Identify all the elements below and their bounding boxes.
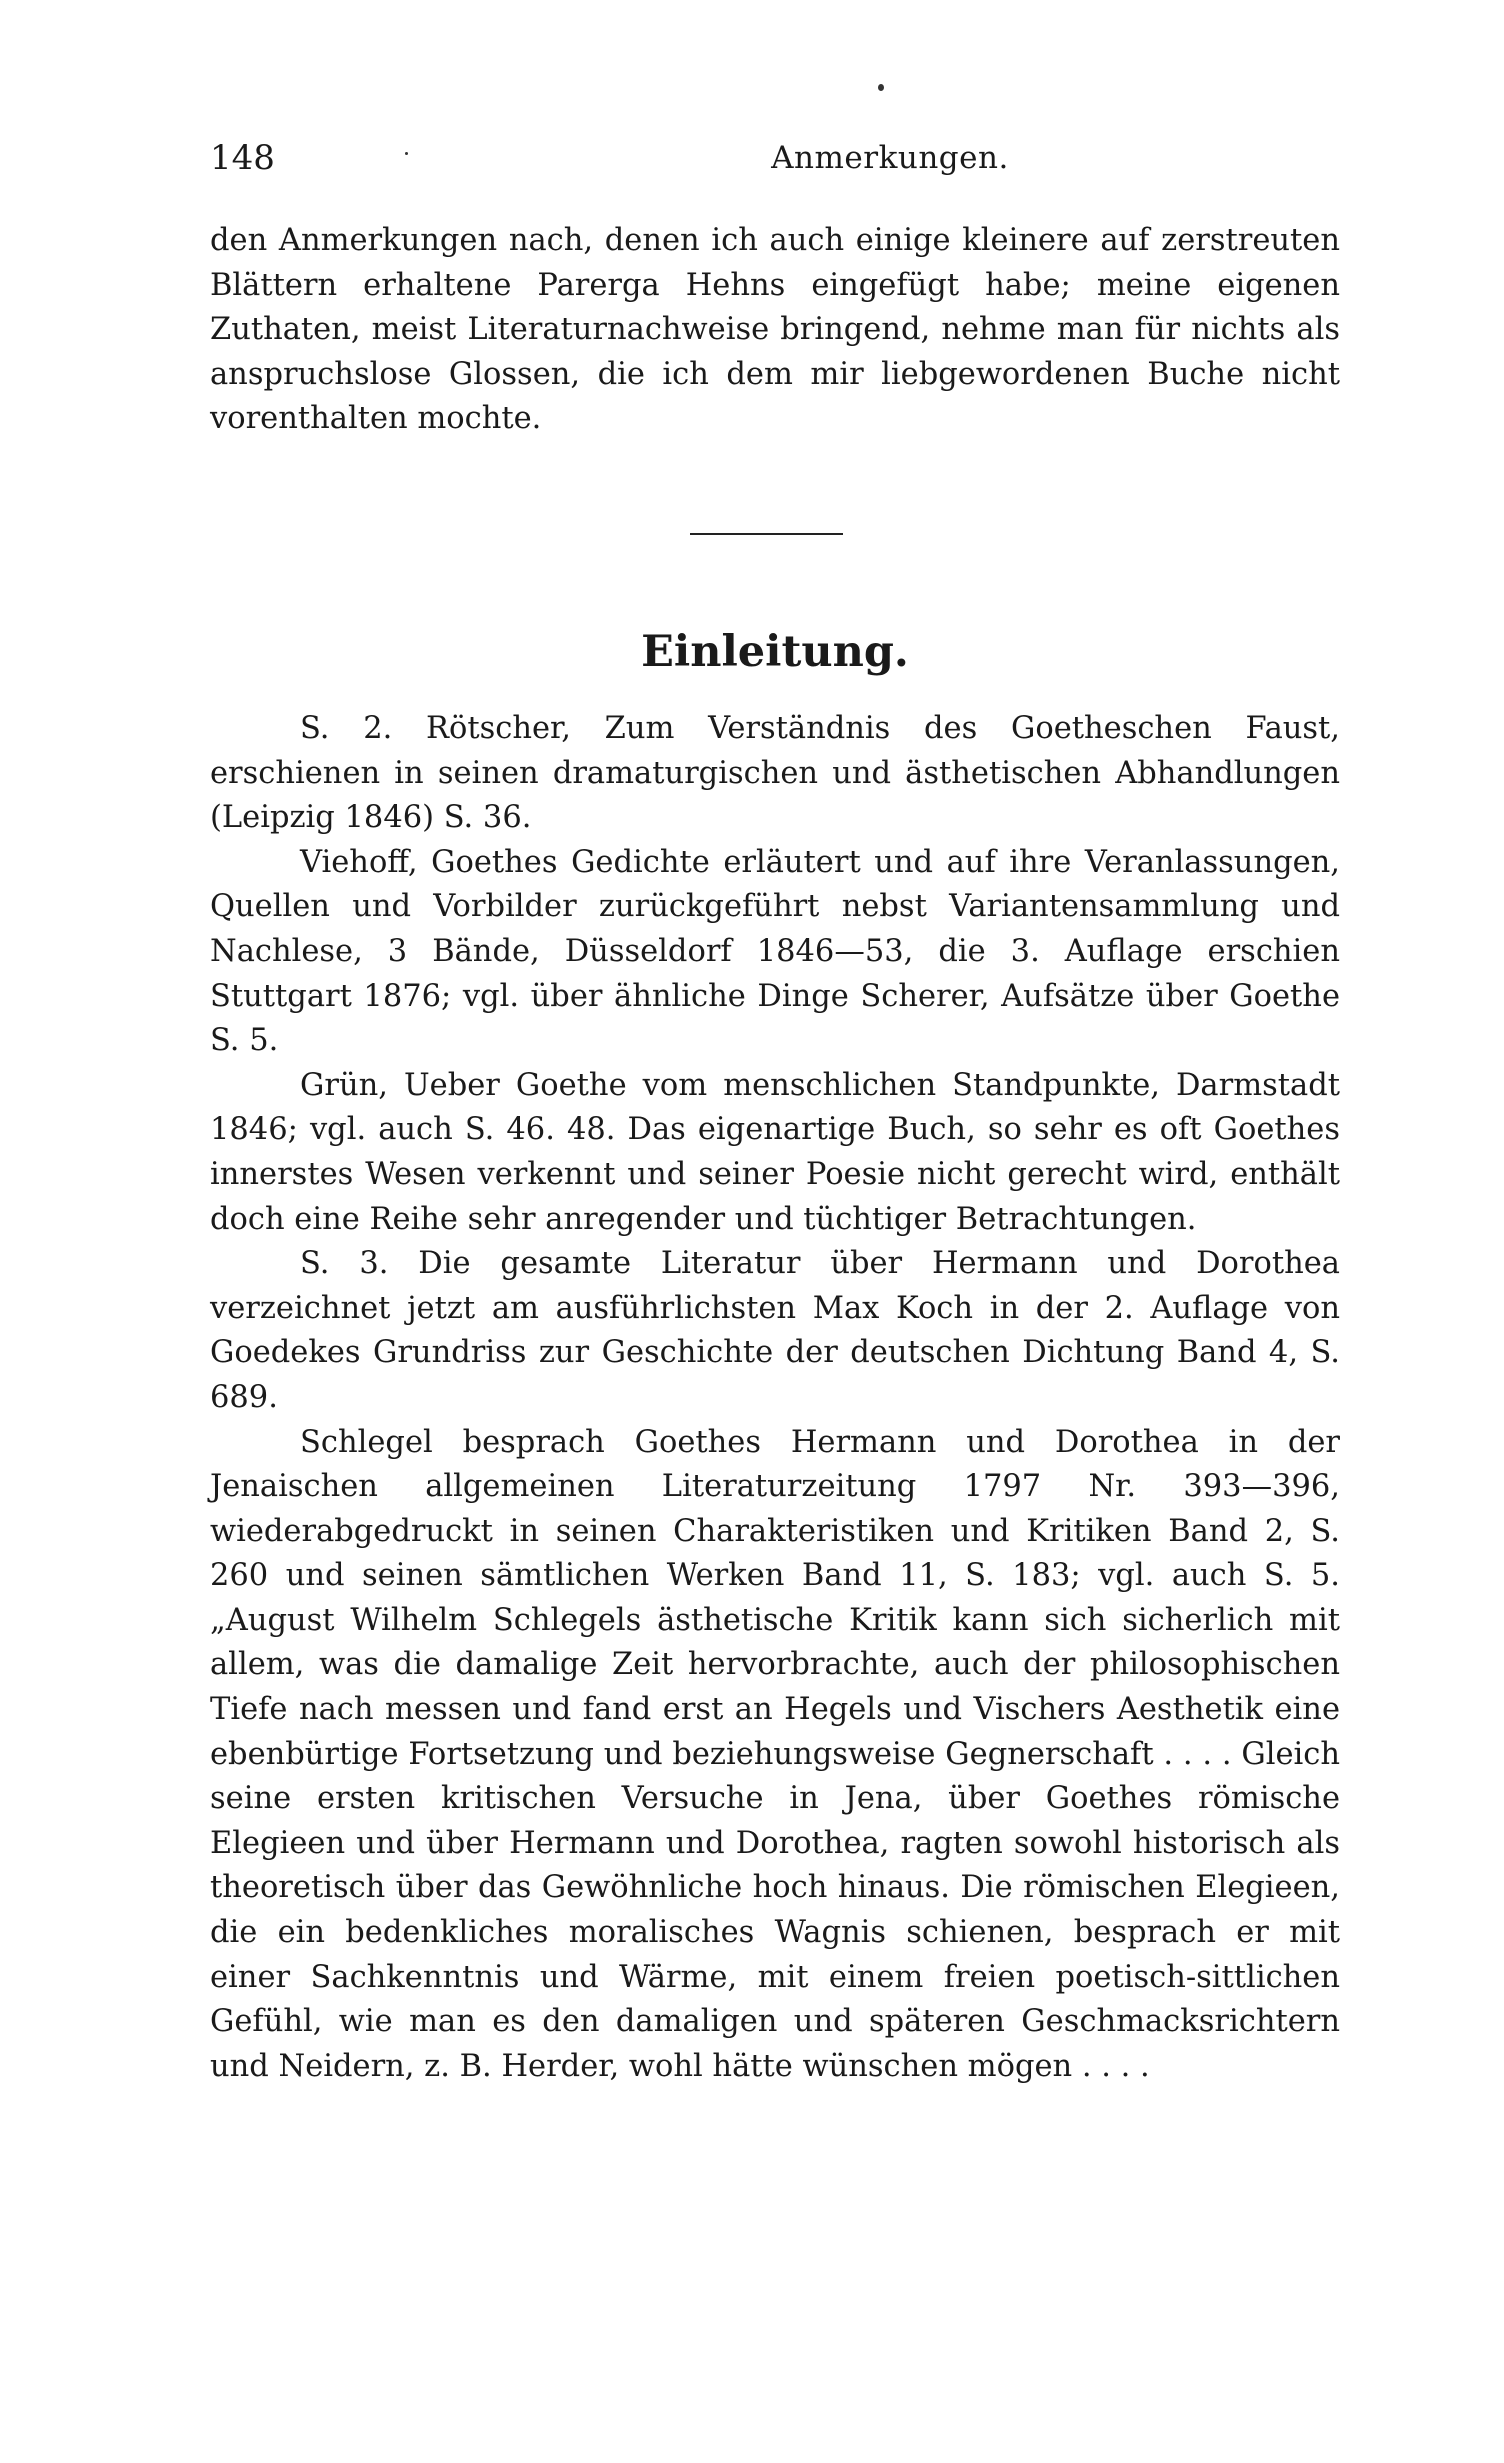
- intro-text: [210, 219, 1340, 442]
- note-paragraph: S. 3. Die gesamte Literatur über Hermann und Dorothea verzeichnet jetzt am ausführlichsten Max Koch in der 2. Auflage von Goedekes Grundriss zur Geschichte der deutschen Dichtung Band 4, S. 689.: [210, 1246, 1340, 1415]
- section-separator-rule: [690, 533, 843, 535]
- page-number: 148: [210, 138, 275, 178]
- section-title: Einleitung.: [641, 627, 909, 677]
- note-paragraph: Viehoff, Goethes Gedichte erläutert und auf ihre Veranlassungen, Quellen und Vorbilder zurückgeführt nebst Variantensammlung und Nachlese, 3 Bände, Düsseldorf 1846—53, die 3. Auflage erschien Stuttgart 1876; vgl. über ähnliche Dinge Scherer, Aufsätze über Goethe S. 5.: [210, 844, 1340, 1059]
- note-paragraph: Schlegel besprach Goethes Hermann und Dorothea in der Jenaischen allgemeinen Literaturzeitung 1797 Nr. 393—396, wiederabgedruckt in seinen Charakteristiken und Kritiken Band 2, S. 260 und seinen sämtlichen Werken Band 11, S. 183; vgl. auch S. 5. „August Wilhelm Schlegels ästhetische Kritik kann sich sicherlich mit allem, was die damalige Zeit hervorbrachte, auch der philosophischen Tiefe nach messen und fand erst an Hegels und Vischers Aesthetik eine ebenbürtige Fortsetzung und beziehungsweise Gegnerschaft . . . . Gleich seine ersten kritischen Versuche in Jena, über Goethes römische Elegieen und über Hermann und Dorothea, ragten sowohl historisch als theoretisch über das Gewöhnliche hoch hinaus. Die römischen Elegieen, die ein bedenkliches moralisches Wagnis schienen, besprach er mit einer Sachkenntnis und Wärme, mit einem freien poetisch-sittlichen Gefühl, wie man es den damaligen und späteren Geschmacksrichtern und Neidern, z. B. Herder, wohl hätte wünschen mögen . . . .: [210, 1424, 1340, 2084]
- notes-body: [210, 707, 1340, 2089]
- running-title: Anmerkungen.: [771, 140, 1009, 176]
- note-paragraph: Grün, Ueber Goethe vom menschlichen Standpunkte, Darmstadt 1846; vgl. auch S. 46. 48. Das eigenartige Buch, so sehr es oft Goethes innerstes Wesen verkennt und seiner Poesie nicht gerecht wird, enthält doch eine Reihe sehr anregender und tüchtiger Betrachtungen.: [210, 1067, 1340, 1237]
- running-head: [210, 128, 1340, 188]
- note-paragraph: S. 2. Rötscher, Zum Verständnis des Goetheschen Faust, erschienen in seinen dramaturgischen und ästhetischen Abhandlungen (Leipzig 1846) S. 36.: [210, 711, 1340, 836]
- intro-paragraph: den Anmerkungen nach, denen ich auch einige kleinere auf zerstreuten Blättern erhaltene Parerga Hehns eingefügt habe; meine eigenen Zuthaten, meist Literaturnachweise bringend, nehme man für nichts als anspruchslose Glossen, die ich dem mir liebgewordenen Buche nicht vorenthalten mochte.: [210, 223, 1340, 437]
